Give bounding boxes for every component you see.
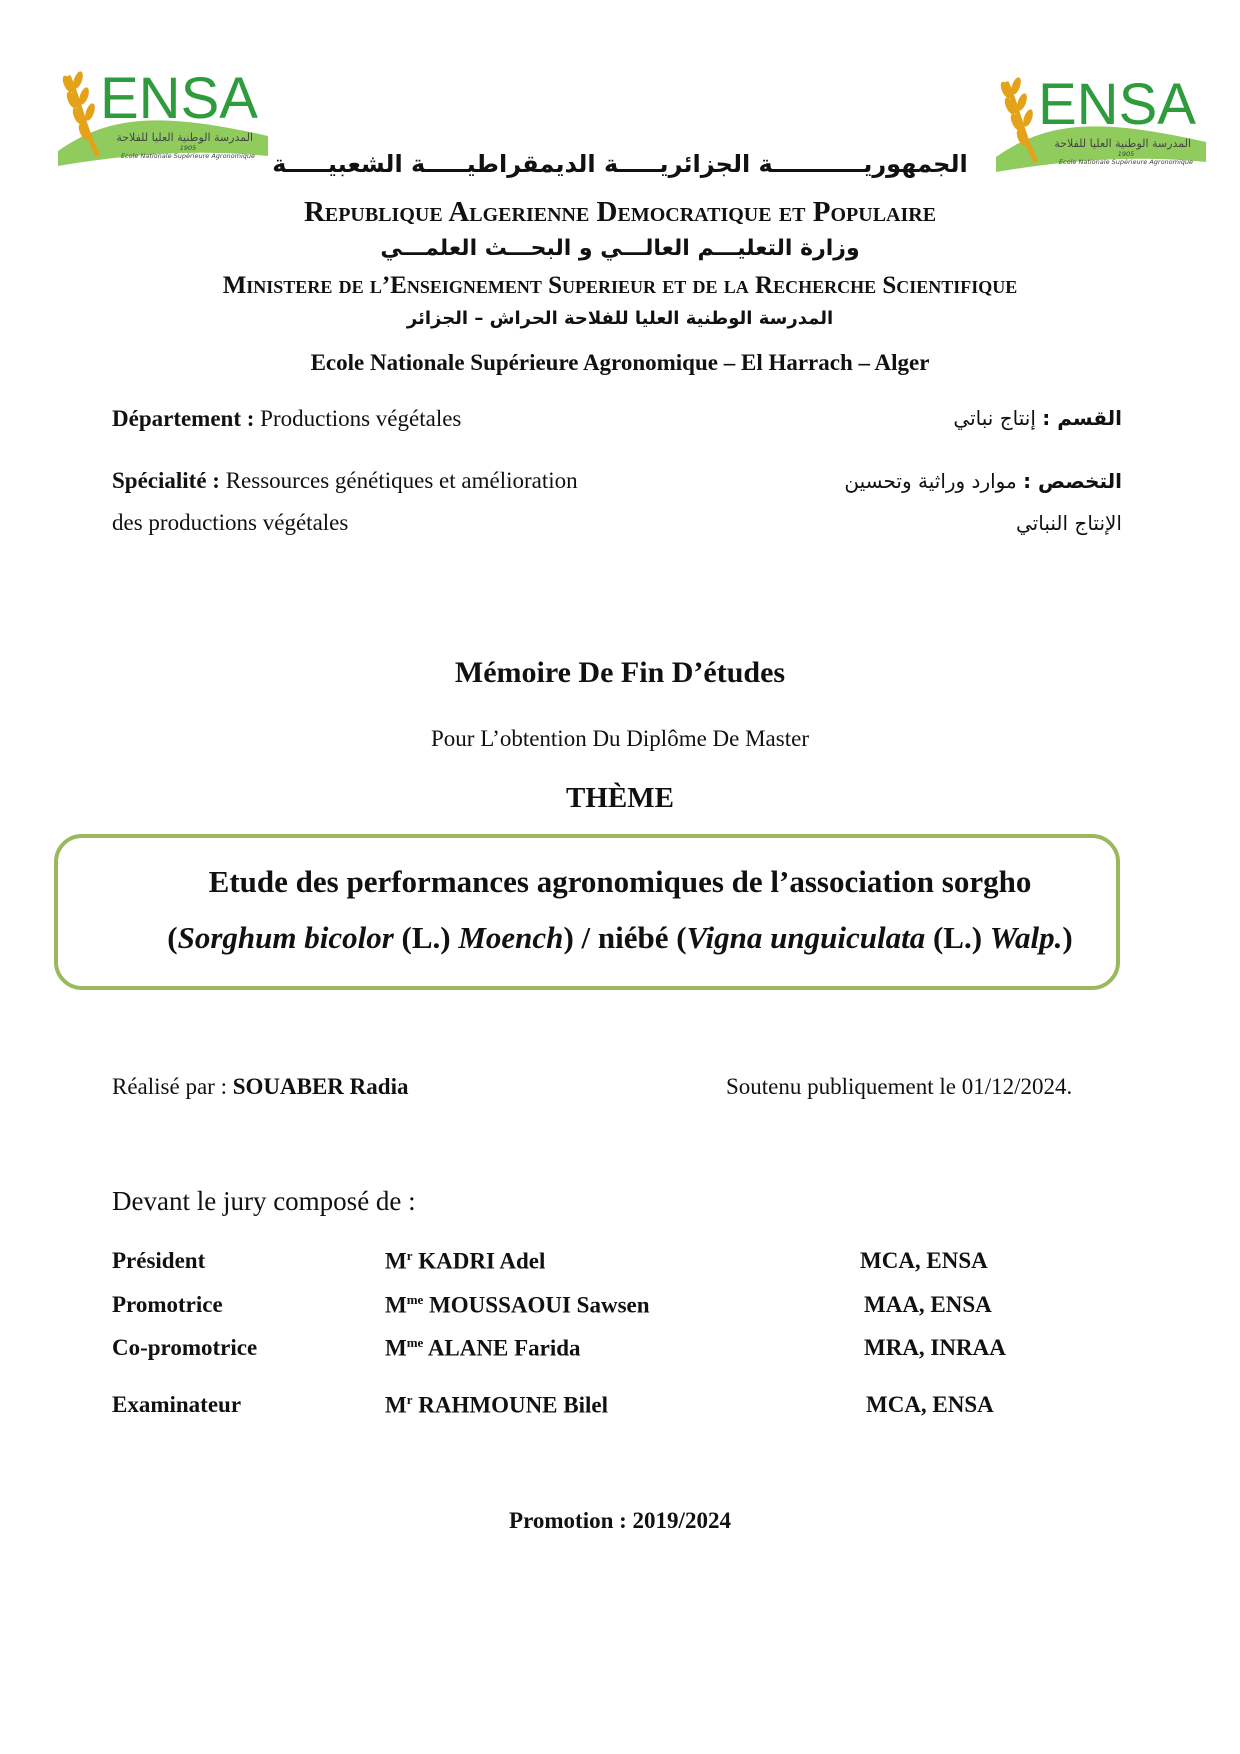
ministry-french: Ministere de l’Enseignement Superieur et de la Recherche Scientifique (222, 272, 1018, 299)
jury-affiliation: MRA, INRAA (864, 1335, 1006, 1360)
theme-line-2: (Sorghum bicolor (L.) Moench) / niébé (Vigna unguiculata (L.) Walp.) (167, 920, 1073, 955)
speciality-value-2: des productions végétales (112, 510, 349, 535)
jury-role: Examinateur (112, 1392, 242, 1417)
department (112, 406, 461, 432)
jury-name: $M^{me}$ ALANE Farida (385, 1335, 581, 1361)
jury-affiliation: MCA, ENSA (860, 1248, 988, 1273)
species-sorghum: Sorghum bicolor (177, 920, 394, 955)
author-label: Réalisé par : (112, 1074, 227, 1099)
svg-text:1905: 1905 (1117, 150, 1135, 158)
ministry-arabic: وزارة التعليـــم العالـــي و البحـــث العلمـــي (380, 236, 860, 261)
author-walp: Walp. (989, 920, 1063, 955)
jury-role: Promotrice (112, 1292, 223, 1317)
republic-arabic: الجمهوريـــــــــــة الجزائريـــــة الديمقراطيـــــة الشعبيـــــة (272, 150, 968, 178)
speciality (112, 460, 578, 544)
speciality-arabic (844, 460, 1122, 544)
svg-text:المدرسة الوطنية العليا للفلاحة: المدرسة الوطنية العليا للفلاحة (1054, 137, 1191, 150)
theme-label: THÈME (566, 782, 674, 814)
school-french: Ecole Nationale Supérieure Agronomique – El Harrach – Alger (310, 350, 930, 375)
species-vigna: Vigna unguiculata (686, 920, 926, 955)
jury-intro: Devant le jury composé de : (112, 1186, 416, 1216)
author-name: SOUABER Radia (232, 1074, 409, 1099)
memoire-title: Mémoire De Fin D’études (454, 656, 786, 689)
svg-text:Ecole Nationale Supérieure Agr: Ecole Nationale Supérieure Agronomique (1058, 158, 1194, 166)
department-arabic (953, 406, 1122, 430)
logo-brand: ENSA (100, 66, 258, 131)
author (112, 1074, 408, 1100)
jury-name: $M^{me}$ MOUSSAOUI Sawsen (385, 1292, 650, 1318)
svg-text:المدرسة الوطنية العليا للفلاحة: المدرسة الوطنية العليا للفلاحة (116, 131, 253, 144)
promotion: Promotion : 2019/2024 (509, 1508, 731, 1533)
author-moench: Moench (458, 920, 564, 955)
jury-affiliation: MAA, ENSA (864, 1292, 992, 1317)
department-label-ar: القسم : (1042, 406, 1122, 430)
theme-frame (54, 834, 1120, 990)
republic-french: Republique Algerienne Democratique et Populaire (303, 196, 937, 228)
speciality-value-ar-2: الإنتاج النباتي (1016, 511, 1122, 535)
department-value: Productions végétales (260, 406, 462, 431)
memoire-subtitle: Pour L’obtention Du Diplôme De Master (431, 726, 809, 751)
speciality-value-ar-1: موارد وراثية وتحسين (844, 469, 1017, 493)
jury-role: Co-promotrice (112, 1335, 258, 1360)
speciality-label-ar: التخصص : (1023, 469, 1122, 493)
theme-line-1: Etude des performances agronomiques de l’association sorgho (208, 864, 1032, 899)
svg-text:1905: 1905 (179, 144, 197, 152)
logo-brand: ENSA (1038, 72, 1196, 137)
speciality-label: Spécialité : (112, 468, 220, 493)
jury-name: $M^r$ KADRI Adel (385, 1248, 546, 1274)
speciality-value-1: Ressources génétiques et amélioration (225, 468, 578, 493)
jury-name: $M^r$ RAHMOUNE Bilel (385, 1392, 608, 1418)
svg-text:Ecole Nationale Supérieure Agr: Ecole Nationale Supérieure Agronomique (120, 152, 256, 160)
school-arabic: المدرسة الوطنية العليا للفلاحة الحراش – الجزائر (406, 308, 834, 329)
jury-affiliation: MCA, ENSA (866, 1392, 994, 1417)
department-label: Département : (112, 406, 255, 431)
defense-date: Soutenu publiquement le 01/12/2024. (726, 1074, 1073, 1099)
department-value-ar: إنتاج نباتي (953, 406, 1036, 430)
jury-role: Président (112, 1248, 206, 1273)
